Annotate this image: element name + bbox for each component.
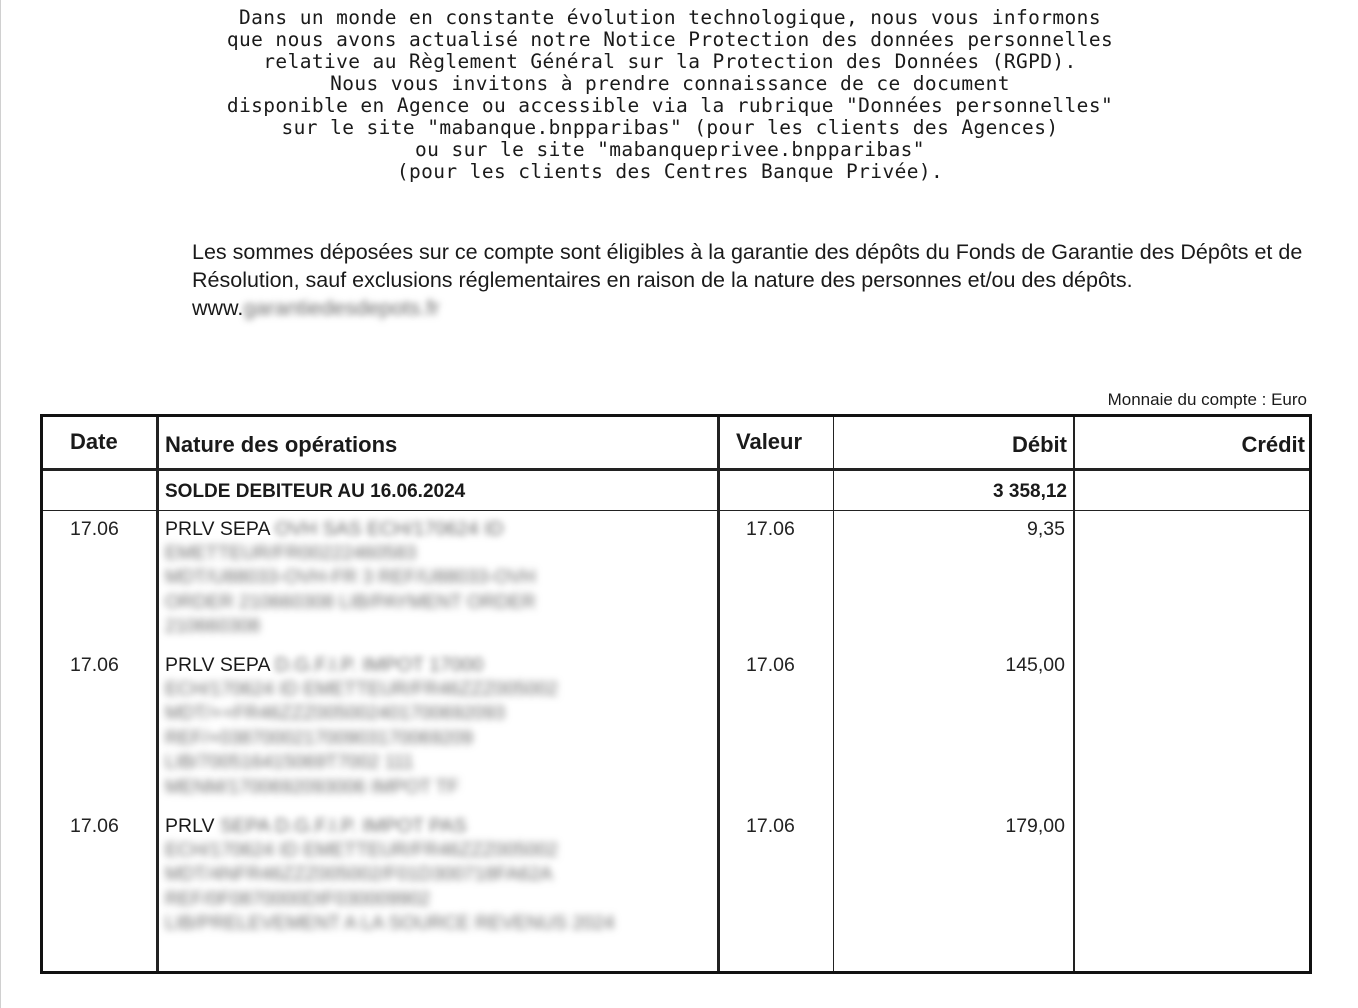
nature-blurred-line: MDT/U88033-OVH-FR 3 REF/U88033-OVH: [165, 567, 536, 588]
row-date: 17.06: [70, 654, 119, 676]
col-divider: [156, 417, 159, 971]
nature-blurred-line: ECH/170624 ID EMETTEUR/FR46ZZZ005002: [165, 839, 558, 861]
guarantee-url[interactable]: [192, 294, 1312, 322]
balance-divider: [43, 510, 1309, 511]
nature-blurred-line: LIB/PRELEVEMENT A LA SOURCE REVENUS 2024: [165, 913, 615, 934]
notice-line: ou sur le site "mabanqueprivee.bnpparibas": [415, 138, 925, 161]
header-date: Date: [70, 429, 118, 454]
balance-label: SOLDE DEBITEUR AU 16.06.2024: [165, 481, 466, 502]
notice-line: sur le site "mabanque.bnpparibas" (pour les clients des Agences): [281, 116, 1059, 139]
row-valeur: 17.06: [746, 815, 795, 837]
balance-debit: 3 358,12: [993, 481, 1067, 502]
nature-blurred-line: LIB/700516415069T7002 111: [165, 752, 414, 773]
row-valeur: 17.06: [746, 518, 795, 540]
notice-line: disponible en Agence ou accessible via la rubrique "Données personnelles": [226, 94, 1114, 117]
header-divider: [43, 468, 1309, 471]
row-debit: 145,00: [1005, 654, 1065, 676]
nature-blurred-line: MENM/1700692093006 IMPOT TF: [165, 776, 459, 798]
guarantee-text: Les sommes déposées sur ce compte sont éligibles à la garantie des dépôts du Fonds de Garantie des Dépôts et de Résolution, sauf exclusions réglementaires en raison de la nature des personnes et/ou des dépôts.: [192, 240, 1303, 292]
row-valeur: 17.06: [746, 654, 795, 676]
header-credit: Crédit: [1241, 432, 1305, 457]
col-divider: [833, 417, 834, 971]
nature-blurred-line: REF/0F0870000DIF030009902: [165, 888, 431, 910]
nature-blurred-line: EMETTEUR/FR00222460583: [165, 542, 417, 564]
nature-blurred: D.G.F.I.P. IMPOT 17000: [274, 654, 484, 676]
nature-blurred: OVH SAS ECH/170624 ID: [274, 518, 504, 540]
operations-table: [40, 414, 1312, 974]
nature-blurred-line: ECH/170624 ID EMETTEUR/FR46ZZZ005002: [165, 678, 558, 700]
deposit-guarantee: [192, 238, 1312, 322]
col-divider: [1073, 417, 1075, 971]
header-nature: Nature des opérations: [165, 432, 398, 457]
header-debit: Débit: [1012, 432, 1067, 457]
notice-line: Dans un monde en constante évolution technologique, nous vous informons: [239, 6, 1101, 29]
row-nature: [165, 517, 536, 640]
col-divider: [717, 417, 720, 971]
row-date: 17.06: [70, 815, 119, 837]
row-debit: 179,00: [1005, 815, 1065, 837]
row-nature: [165, 814, 615, 937]
notice-line: relative au Règlement Général sur la Protection des Données (RGPD).: [263, 50, 1077, 73]
nature-blurred-line: 210660308: [165, 616, 261, 637]
row-nature: [165, 653, 558, 800]
url-prefix: www.: [192, 296, 244, 320]
nature-blurred-line: MDT/++FR46ZZZ005002401700692093: [165, 703, 506, 724]
nature-blurred-line: MDT/4NFR46ZZZ005002/F01D300718FA62A: [165, 864, 553, 885]
rgpd-notice: [170, 7, 1170, 183]
nature-visible: PRLV SEPA: [165, 654, 270, 676]
url-blurred: garantiedesdepots.fr: [243, 296, 440, 320]
currency-label: Monnaie du compte : Euro: [1107, 390, 1307, 409]
nature-blurred-line: REF/+038700021700903170069209: [165, 727, 473, 749]
row-date: 17.06: [70, 518, 119, 540]
page-edge: [0, 0, 1, 1008]
nature-visible: PRLV: [165, 815, 215, 837]
nature-blurred-line: ORDER 210660308 LIB/PAYMENT ORDER: [165, 591, 536, 613]
row-debit: 9,35: [1027, 518, 1065, 540]
header-valeur: Valeur: [736, 429, 803, 454]
notice-line: Nous vous invitons à prendre connaissance de ce document: [330, 72, 1010, 95]
nature-visible: PRLV SEPA: [165, 518, 270, 540]
notice-line: que nous avons actualisé notre Notice Protection des données personnelles: [226, 28, 1114, 51]
notice-line: (pour les clients des Centres Banque Privée).: [396, 160, 944, 183]
nature-blurred: SEPA D.G.F.I.P. IMPOT PAS: [219, 815, 467, 837]
